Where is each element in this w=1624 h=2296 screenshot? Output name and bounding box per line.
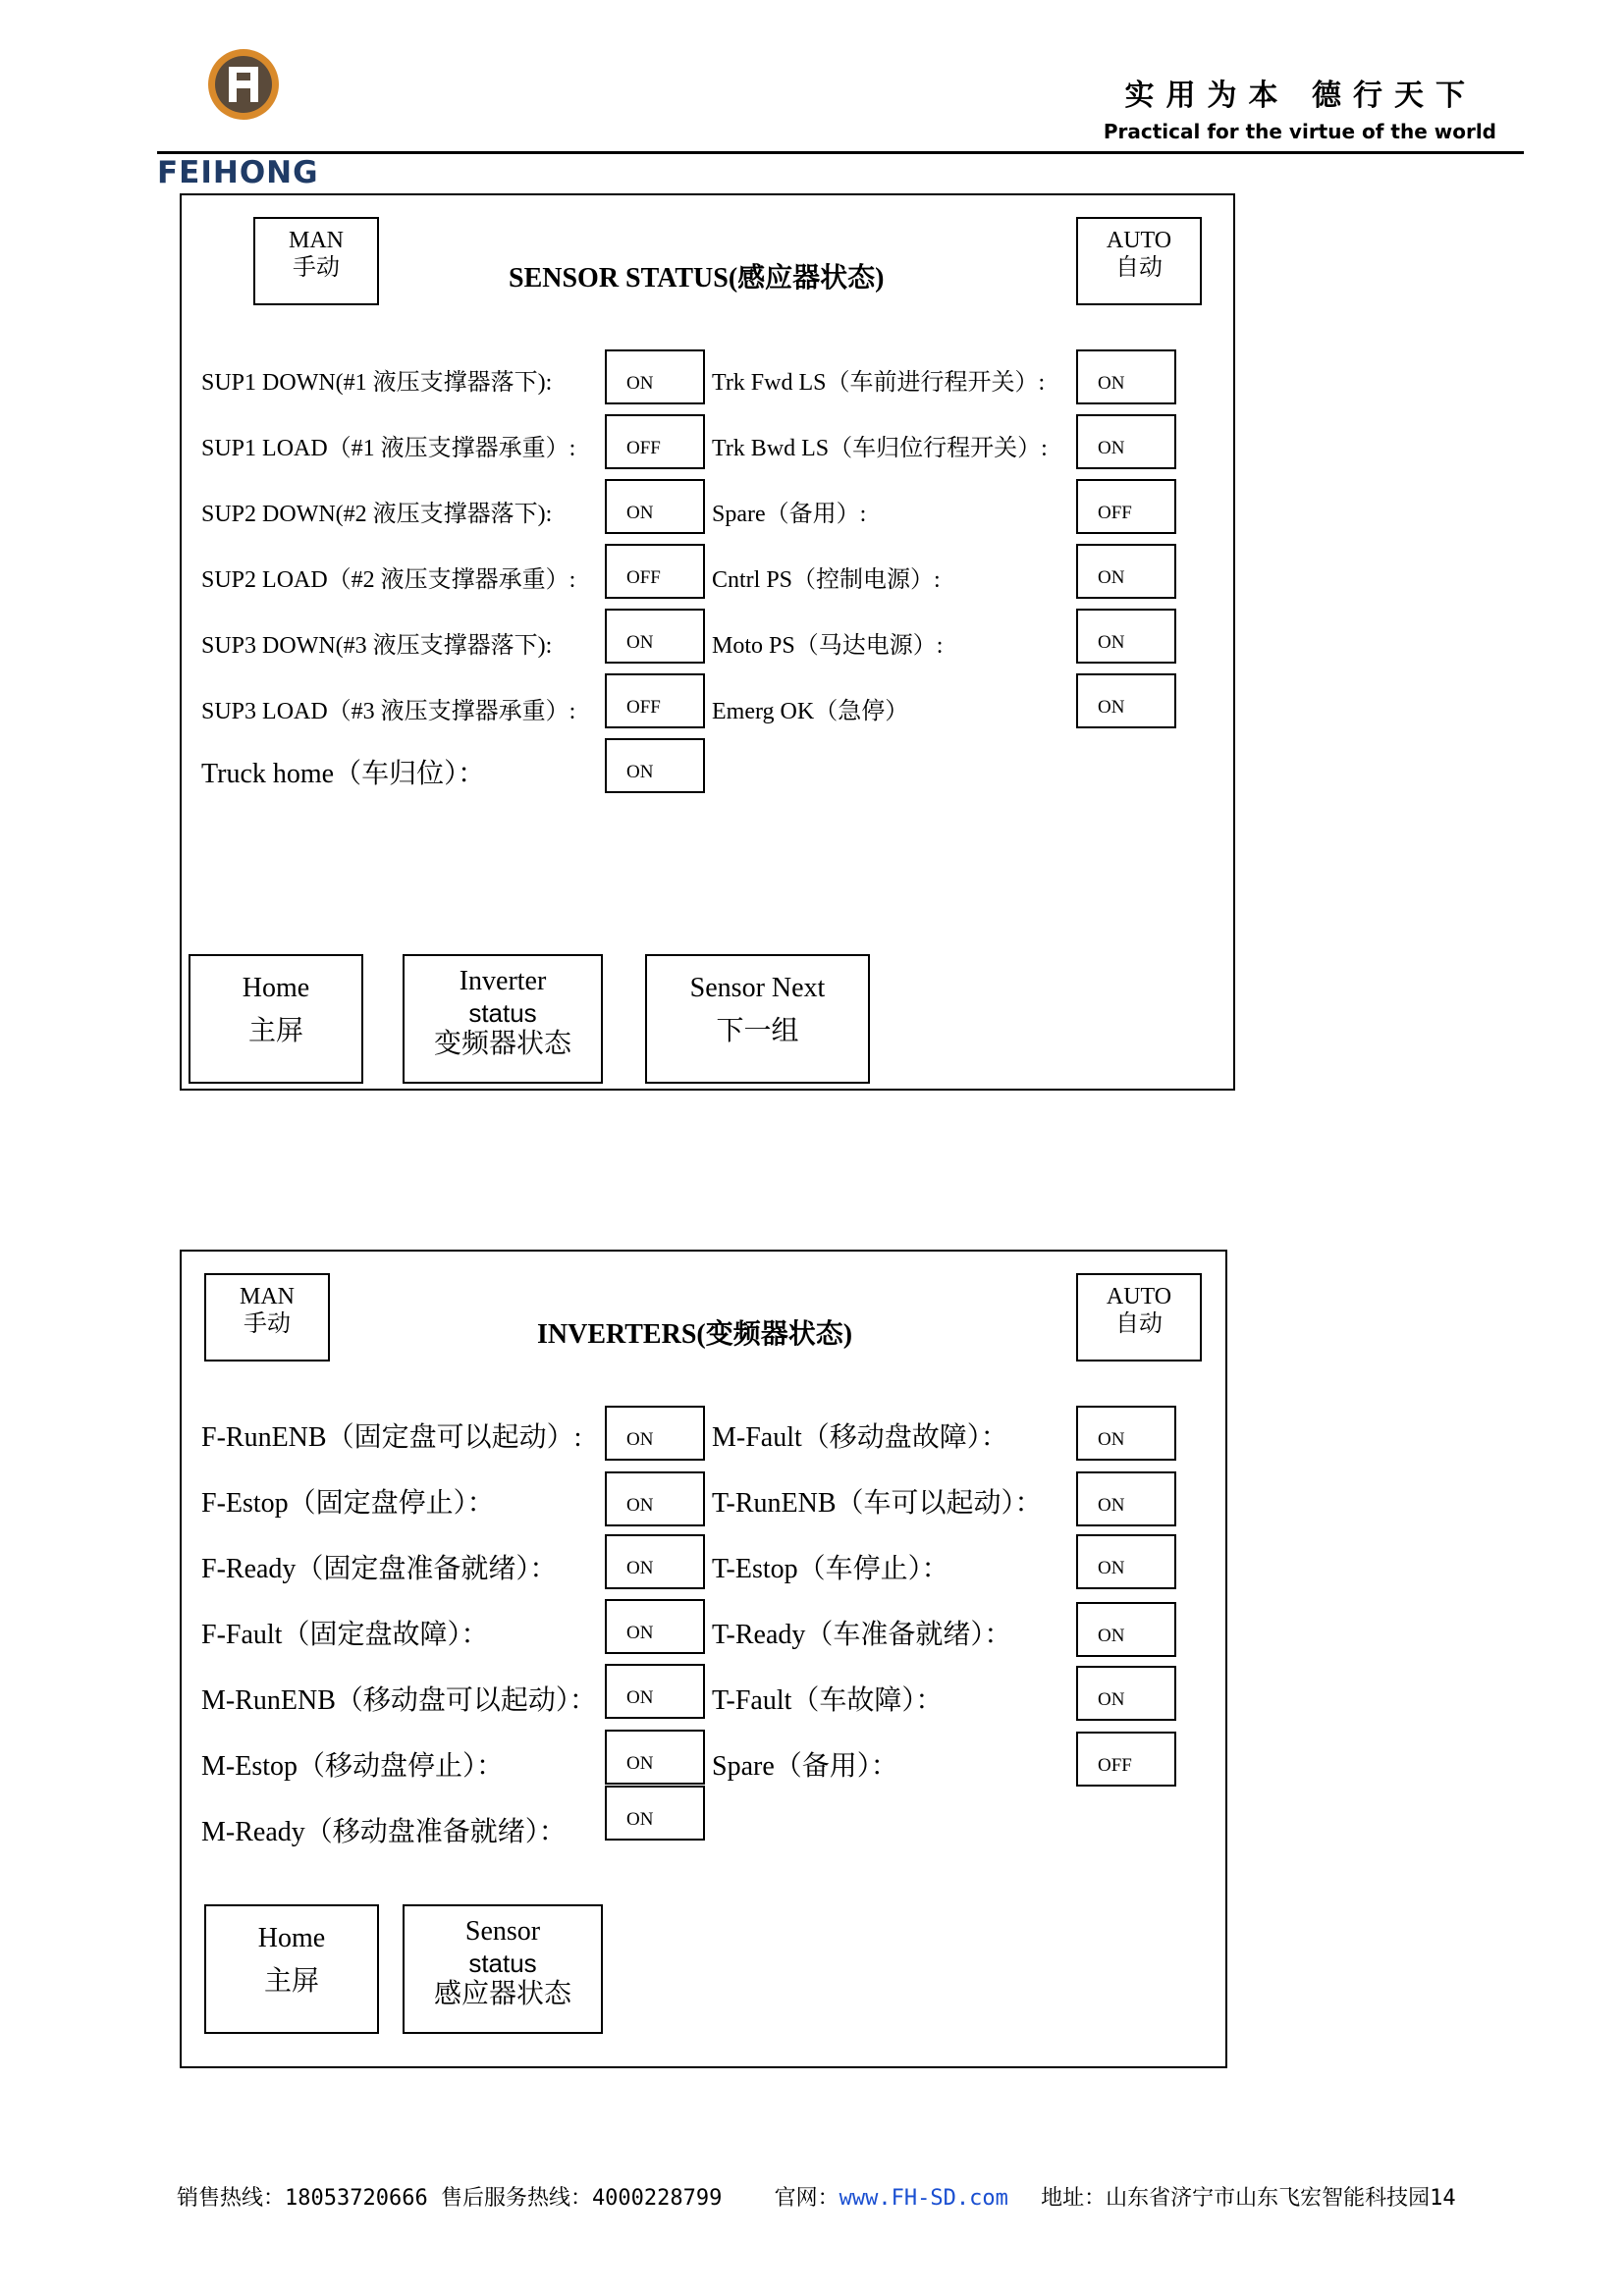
- moto-ps-label: Moto PS（马达电源）:: [712, 633, 944, 659]
- sensor-panel-title: SENSOR STATUS(感应器状态): [509, 263, 885, 294]
- t-fault-indicator: ON: [1076, 1666, 1176, 1721]
- sup1-load-label: SUP1 LOAD（#1 液压支撑器承重）:: [201, 436, 576, 461]
- sup2-load-label: SUP2 LOAD（#2 液压支撑器承重）:: [201, 567, 576, 593]
- man-mode-button[interactable]: [204, 1273, 330, 1362]
- sup2-down-indicator: ON: [605, 479, 705, 534]
- f-ready-label: F-Ready（固定盘准备就绪）：: [201, 1554, 558, 1584]
- slogan-chinese: 实用为本 德行天下: [1124, 79, 1477, 113]
- f-runenb-indicator: ON: [605, 1406, 705, 1461]
- home-label-cn: 主屏: [247, 1016, 303, 1046]
- trk-bwd-ls-label: Trk Bwd LS（车归位行程开关）:: [712, 436, 1048, 461]
- sup3-load-label: SUP3 LOAD（#3 液压支撑器承重）:: [201, 699, 576, 724]
- t-fault-label: T-Fault（车故障）：: [712, 1685, 944, 1716]
- home-button[interactable]: [204, 1904, 379, 2034]
- m-ready-label: M-Ready（移动盘准备就绪）：: [201, 1817, 567, 1847]
- auto-label-cn: 自动: [1115, 1311, 1163, 1337]
- website-label: 官网：: [774, 2186, 839, 2211]
- auto-mode-button[interactable]: [1076, 1273, 1202, 1362]
- auto-label: AUTO: [1106, 228, 1172, 253]
- sup2-down-label: SUP2 DOWN(#2 液压支撑器落下):: [201, 502, 553, 527]
- home-label: Home: [257, 1923, 326, 1953]
- address: 地址：山东省济宁市山东飞宏智能科技园: [1041, 2186, 1431, 2211]
- page-number: 14: [1430, 2186, 1456, 2211]
- m-fault-indicator: ON: [1076, 1406, 1176, 1461]
- sup1-down-label: SUP1 DOWN(#1 液压支撑器落下):: [201, 370, 553, 396]
- m-fault-label: M-Fault（移动盘故障）：: [712, 1422, 1008, 1453]
- f-ready-indicator: ON: [605, 1534, 705, 1589]
- sales-hotline: 销售热线：18053720666 售后服务热线：4000228799: [177, 2186, 723, 2211]
- t-ready-indicator: ON: [1076, 1602, 1176, 1657]
- sup2-load-indicator: OFF: [605, 544, 705, 599]
- spare-label: Spare（备用）:: [712, 502, 867, 527]
- sensor-next-label-cn: 下一组: [716, 1016, 799, 1046]
- sensor-status-panel: [180, 193, 1235, 1091]
- moto-ps-indicator: ON: [1076, 609, 1176, 664]
- sensor-label-cn: 感应器状态: [433, 1979, 571, 2009]
- sensor-status-button[interactable]: [403, 1904, 603, 2034]
- slogan-english: Practical for the virtue of the world: [1103, 120, 1496, 143]
- t-estop-indicator: ON: [1076, 1534, 1176, 1589]
- t-ready-label: T-Ready（车准备就绪）：: [712, 1620, 1012, 1650]
- cntrl-ps-label: Cntrl PS（控制电源）:: [712, 567, 941, 593]
- brand-name: FEIHONG: [157, 155, 319, 190]
- inverter-label-cn: 变频器状态: [433, 1029, 571, 1059]
- t-runenb-indicator: ON: [1076, 1471, 1176, 1526]
- man-label-cn: 手动: [244, 1311, 291, 1337]
- f-fault-label: F-Fault（固定盘故障）：: [201, 1620, 489, 1650]
- truck-home-indicator: ON: [605, 738, 705, 793]
- sensor-next-label: Sensor Next: [689, 973, 826, 1003]
- page-footer: [177, 2181, 1456, 2212]
- spare-indicator: OFF: [1076, 1732, 1176, 1787]
- sup1-down-indicator: ON: [605, 349, 705, 404]
- auto-label-cn: 自动: [1115, 255, 1163, 281]
- f-fault-indicator: ON: [605, 1599, 705, 1654]
- f-estop-label: F-Estop（固定盘停止）：: [201, 1488, 495, 1519]
- auto-mode-button[interactable]: [1076, 217, 1202, 305]
- m-runenb-label: M-RunENB（移动盘可以起动）：: [201, 1685, 597, 1716]
- trk-fwd-ls-label: Trk Fwd LS（车前进行程开关）:: [712, 370, 1046, 396]
- f-runenb-label: F-RunENB（固定盘可以起动）:: [201, 1422, 582, 1453]
- sensor-label: Sensor: [464, 1916, 541, 1947]
- sup3-down-indicator: ON: [605, 609, 705, 664]
- feihong-emblem-icon: [204, 45, 283, 124]
- trk-fwd-ls-indicator: ON: [1076, 349, 1176, 404]
- man-label-cn: 手动: [293, 255, 340, 281]
- cntrl-ps-indicator: ON: [1076, 544, 1176, 599]
- truck-home-label: Truck home（车归位）：: [201, 759, 486, 789]
- man-label: MAN: [288, 228, 344, 253]
- header-divider: [157, 151, 1524, 154]
- home-label: Home: [242, 973, 310, 1003]
- inverters-panel-title: INVERTERS(变频器状态): [537, 1319, 853, 1350]
- emerg-ok-indicator: ON: [1076, 673, 1176, 728]
- t-runenb-label: T-RunENB（车可以起动）：: [712, 1488, 1043, 1519]
- home-button[interactable]: [189, 954, 363, 1084]
- spare-indicator: OFF: [1076, 479, 1176, 534]
- company-logo: [157, 39, 334, 190]
- f-estop-indicator: ON: [605, 1471, 705, 1526]
- home-label-cn: 主屏: [263, 1966, 319, 1997]
- trk-bwd-ls-indicator: ON: [1076, 414, 1176, 469]
- inverter-status-label: status: [468, 998, 537, 1028]
- sup3-load-indicator: OFF: [605, 673, 705, 728]
- man-label: MAN: [239, 1284, 295, 1309]
- sensor-status-label: status: [468, 1949, 537, 1978]
- emerg-ok-label: Emerg OK（急停）: [712, 699, 909, 724]
- man-mode-button[interactable]: [253, 217, 379, 305]
- m-ready-indicator: ON: [605, 1786, 705, 1841]
- sup3-down-label: SUP3 DOWN(#3 液压支撑器落下):: [201, 633, 553, 659]
- m-estop-label: M-Estop（移动盘停止）：: [201, 1751, 505, 1782]
- spare-label: Spare（备用）：: [712, 1751, 898, 1782]
- auto-label: AUTO: [1106, 1284, 1172, 1309]
- m-estop-indicator: ON: [605, 1730, 705, 1785]
- inverter-status-button[interactable]: [403, 954, 603, 1084]
- inverters-panel: [180, 1250, 1227, 2068]
- m-runenb-indicator: ON: [605, 1664, 705, 1719]
- website-link[interactable]: www.FH-SD.com: [839, 2186, 1008, 2211]
- inverter-label: Inverter: [459, 966, 547, 996]
- sup1-load-indicator: OFF: [605, 414, 705, 469]
- t-estop-label: T-Estop（车停止）：: [712, 1554, 949, 1584]
- sensor-next-button[interactable]: [645, 954, 870, 1084]
